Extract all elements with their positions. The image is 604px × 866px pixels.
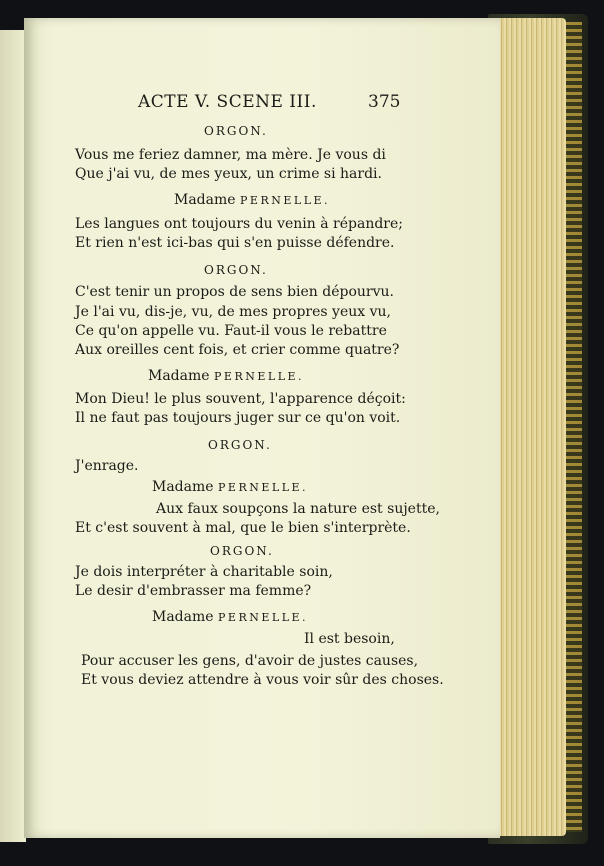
facing-page-edge [0, 30, 26, 842]
verse-line: Je dois interpréter à charitable soin, [75, 564, 333, 580]
verse-line: C'est tenir un propos de sens bien dépourvu. [75, 284, 394, 300]
speaker-name: ORGON. [210, 544, 274, 558]
verse-line: Que j'ai vu, de mes yeux, un crime si hardi. [75, 166, 382, 182]
verse-line: Il est besoin, [304, 631, 395, 647]
verse-line: Et rien n'est ici-bas qui s'en puisse défendre. [75, 235, 395, 251]
speaker-prefix: Madame [152, 609, 219, 625]
verse-line: Le desir d'embrasser ma femme? [75, 583, 312, 599]
verse-line: Je l'ai vu, dis-je, vu, de mes propres yeux vu, [75, 304, 391, 320]
speaker-prefix: Madame [152, 479, 219, 495]
speaker-name: ORGON. [208, 438, 272, 452]
speaker-title [152, 609, 308, 625]
speaker-name: ORGON. [204, 124, 268, 138]
verse-line: Mon Dieu! le plus souvent, l'apparence déçoit: [75, 391, 406, 407]
speaker-name: PERNELLE. [240, 194, 331, 207]
verse-line: Et c'est souvent à mal, que le bien s'interprète. [75, 520, 411, 536]
verse-line: Vous me feriez damner, ma mère. Je vous di [75, 147, 386, 163]
verse-line: Pour accuser les gens, d'avoir de justes causes, [81, 653, 419, 669]
speaker-name: ORGON. [204, 263, 268, 277]
speaker-prefix: Madame [148, 368, 215, 384]
running-title: ACTE V. SCENE III. [138, 92, 317, 112]
speaker-name: PERNELLE. [218, 611, 309, 624]
speaker-title [148, 368, 304, 384]
verse-line: Il ne faut pas toujours juger sur ce qu'on voit. [75, 410, 401, 426]
verse-line: Aux faux soupçons la nature est sujette, [156, 501, 440, 517]
gilt-spine-band [566, 22, 582, 832]
speaker-name: PERNELLE. [214, 370, 305, 383]
speaker-title [152, 479, 308, 495]
page-edges [494, 18, 566, 836]
book-page [24, 18, 500, 838]
speaker-prefix: Madame [174, 192, 241, 208]
verse-line: J'enrage. [75, 458, 139, 474]
verse-line: Et vous deviez attendre à vous voir sûr des choses. [81, 672, 444, 688]
verse-line: Ce qu'on appelle vu. Faut-il vous le rebattre [75, 323, 387, 339]
verse-line: Aux oreilles cent fois, et crier comme quatre? [75, 342, 400, 358]
verse-line: Les langues ont toujours du venin à répandre; [75, 216, 404, 232]
page-number: 375 [368, 92, 401, 112]
speaker-title [174, 192, 330, 208]
speaker-name: PERNELLE. [218, 481, 309, 494]
